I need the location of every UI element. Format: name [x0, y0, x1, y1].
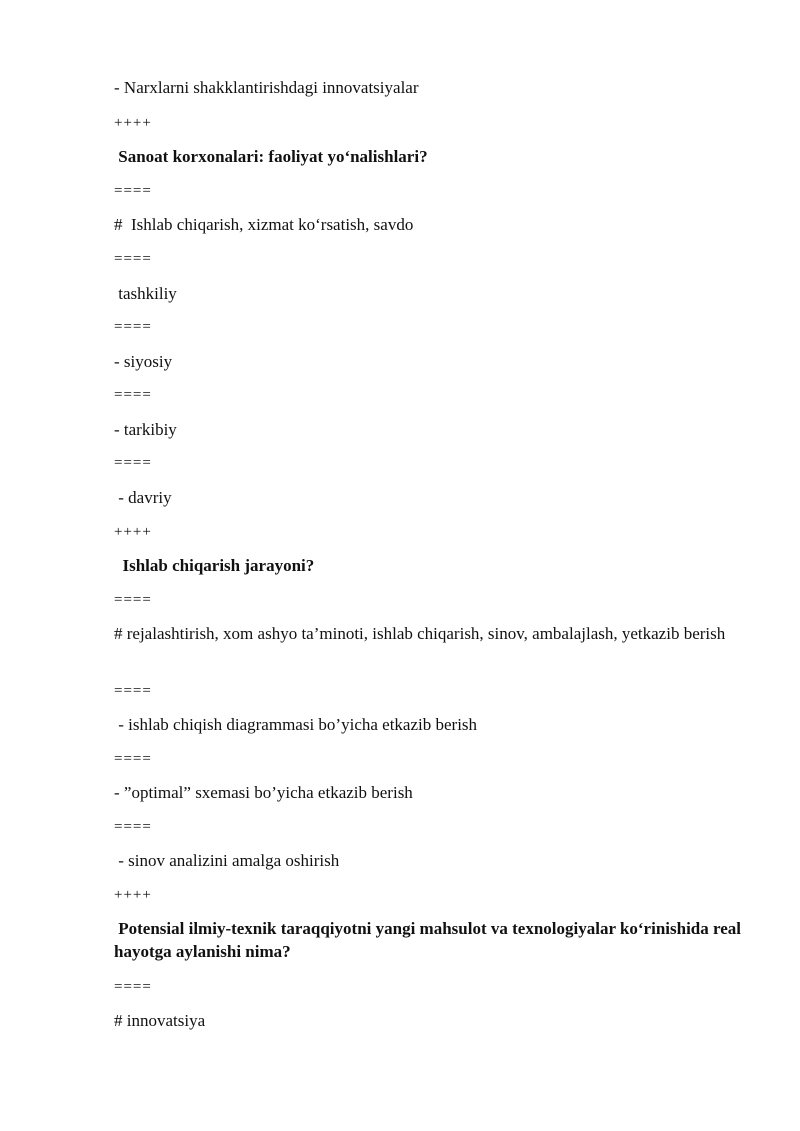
correct-answer: # Ishlab chiqarish, xizmat ko‘rsatish, savdo	[114, 215, 414, 234]
option-separator: ====	[114, 751, 152, 767]
answer-option: - Narxlarni shakklantirishdagi innovatsiyalar	[114, 78, 419, 97]
option-separator: ====	[114, 592, 152, 608]
question-separator: ++++	[114, 524, 152, 540]
question-text: Potensial ilmiy-texnik taraqqiyotni yangi mahsulot va texnologiyalar ko‘rinishida real hayotga aylanishi nima?	[114, 919, 746, 961]
option-separator: ====	[114, 183, 152, 199]
answer-option: - siyosiy	[114, 352, 173, 371]
option-separator: ====	[114, 819, 152, 835]
correct-answer: # rejalashtirish, xom ashyo ta’minoti, ishlab chiqarish, sinov, ambalajlash, yetkazib berish	[114, 624, 726, 643]
answer-option: - sinov analizini amalga oshirish	[114, 851, 340, 870]
question-text: Sanoat korxonalari: faoliyat yo‘nalishlari?	[114, 147, 428, 166]
option-separator: ====	[114, 387, 152, 403]
option-separator: ====	[114, 251, 152, 267]
option-separator: ====	[114, 683, 152, 699]
correct-answer: # innovatsiya	[114, 1011, 206, 1030]
option-separator: ====	[114, 319, 152, 335]
answer-option: tashkiliy	[114, 284, 177, 303]
option-separator: ====	[114, 455, 152, 471]
answer-option: - tarkibiy	[114, 420, 177, 439]
question-text: Ishlab chiqarish jarayoni?	[114, 556, 315, 575]
answer-option: - ishlab chiqish diagrammasi bo’yicha etkazib berish	[114, 715, 478, 734]
question-separator: ++++	[114, 887, 152, 903]
answer-option: - ”optimal” sxemasi bo’yicha etkazib berish	[114, 783, 413, 802]
question-separator: ++++	[114, 115, 152, 131]
answer-option: - davriy	[114, 488, 172, 507]
option-separator: ====	[114, 979, 152, 995]
